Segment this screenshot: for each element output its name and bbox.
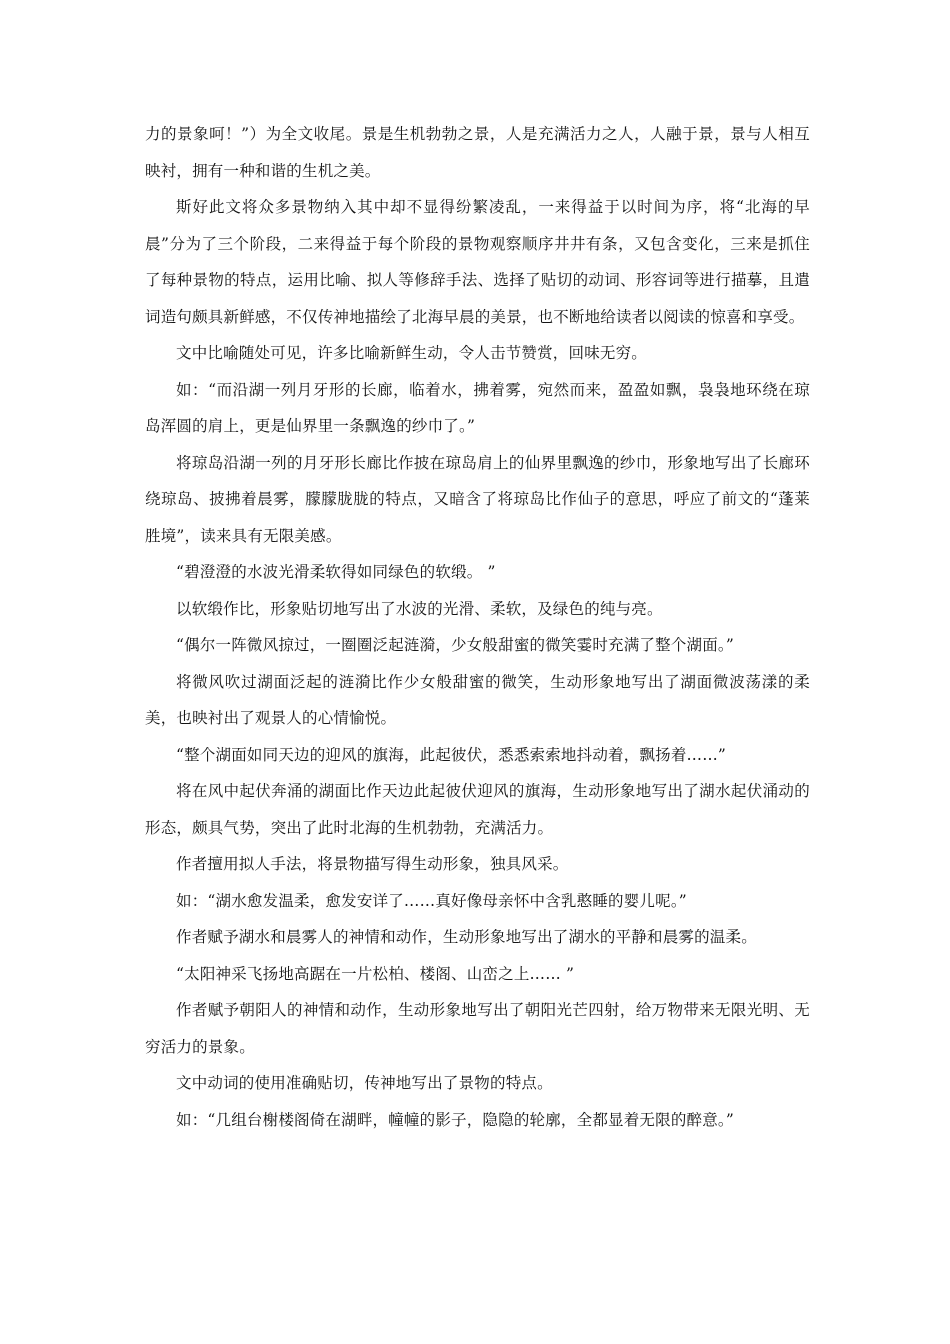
paragraph-5: 将琼岛沿湖一列的月牙形长廊比作披在琼岛肩上的仙界里飘逸的纱巾，形象地写出了长廊环绕琼岛、披拂着晨雾，朦朦胧胧的特点，又暗含了将琼岛比作仙子的意思，呼应了前文的“蓬莱胜境”，读来具有无限美感。	[145, 453, 810, 545]
paragraph-13: 如：“湖水愈发温柔，愈发安详了……真好像母亲怀中含乳憨睡的婴儿呢。”	[176, 891, 687, 910]
paragraph-17: 文中动词的使用准确贴切，传神地写出了景物的特点。	[176, 1074, 553, 1092]
paragraph-18: 如：“几组台榭楼阁倚在湖畔，幢幢的影子，隐隐的轮廓，全都显着无限的醉意。”	[176, 1110, 735, 1129]
paragraph-11: 将在风中起伏奔涌的湖面比作天边此起彼伏迎风的旗海，生动形象地写出了湖水起伏涌动的形态，颇具气势，突出了此时北海的生机勃勃，充满活力。	[145, 782, 810, 837]
body-text	[145, 116, 810, 1138]
paragraph-2: 斯好此文将众多景物纳入其中却不显得纷繁凌乱，一来得益于以时间为序，将“北海的早晨”分为了三个阶段，二来得益于每个阶段的景物观察顺序井井有条，又包含变化，三来是抓住了每种景物的特点，运用比喻、拟人等修辞手法、选择了贴切的动词、形容词等进行描摹，且遣词造句颇具新鲜感，不仅传神地描绘了北海早晨的美景，也不断地给读者以阅读的惊喜和享受。	[145, 198, 810, 326]
paragraph-6: “碧澄澄的水波光滑柔软得如同绿色的软缎。 ”	[176, 563, 496, 581]
paragraph-4: 如：“而沿湖一列月牙形的长廊，临着水，拂着雾，宛然而来，盈盈如飘，袅袅地环绕在琼岛浑圆的肩上，更是仙界里一条飘逸的纱巾了。”	[145, 380, 810, 435]
paragraph-3: 文中比喻随处可见，许多比喻新鲜生动，令人击节赞赏，回味无穷。	[176, 344, 648, 362]
paragraph-9: 将微风吹过湖面泛起的涟漪比作少女般甜蜜的微笑，生动形象地写出了湖面微波荡漾的柔美，也映衬出了观景人的心情愉悦。	[145, 672, 810, 727]
paragraph-12: 作者擅用拟人手法，将景物描写得生动形象，独具风采。	[176, 855, 569, 873]
paragraph-1: 力的景象呵！”）为全文收尾。景是生机勃勃之景，人是充满活力之人，人融于景，景与人相互映衬，拥有一种和谐的生机之美。	[145, 125, 810, 180]
paragraph-10: “整个湖面如同天边的迎风的旗海，此起彼伏，悉悉索索地抖动着，飘扬着……”	[176, 745, 727, 764]
paragraph-15: “太阳神采飞扬地高踞在一片松柏、楼阁、山峦之上…… ”	[176, 964, 575, 983]
paragraph-7: 以软缎作比，形象贴切地写出了水波的光滑、柔软，及绿色的纯与亮。	[176, 599, 663, 618]
paragraph-16: 作者赋予朝阳人的神情和动作，生动形象地写出了朝阳光芒四射，给万物带来无限光明、无穷活力的景象。	[145, 1001, 810, 1056]
paragraph-8: “偶尔一阵微风掠过，一圈圈泛起涟漪，少女般甜蜜的微笑霎时充满了整个湖面。”	[176, 636, 735, 654]
paragraph-14: 作者赋予湖水和晨雾人的神情和动作，生动形象地写出了湖水的平静和晨雾的温柔。	[176, 928, 757, 946]
